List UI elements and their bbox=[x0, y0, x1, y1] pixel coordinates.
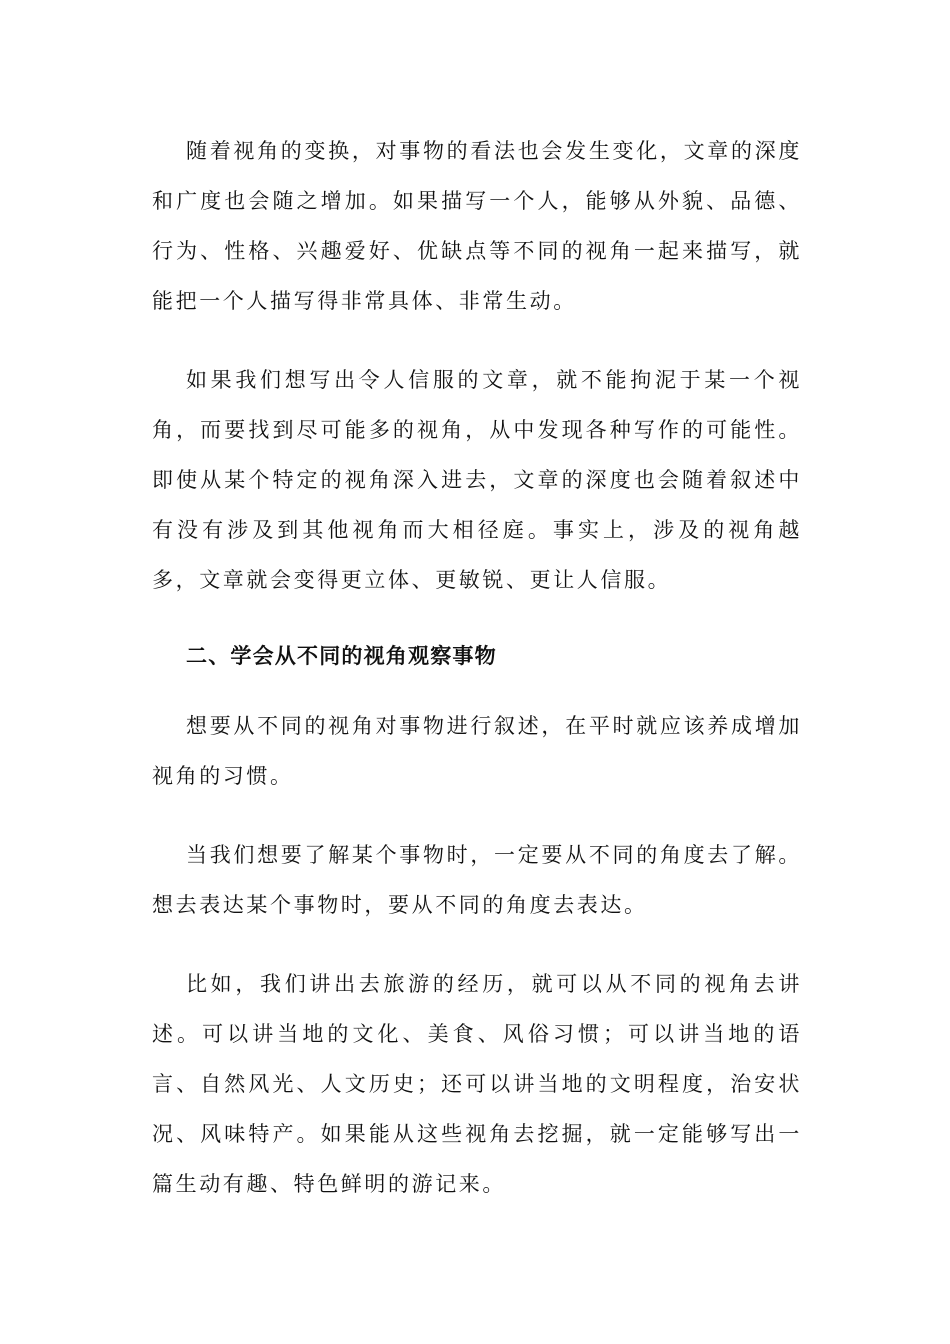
document-body bbox=[152, 126, 802, 1238]
paragraph-understand-express: 当我们想要了解某个事物时，一定要从不同的角度去了解。想去表达某个事物时，要从不同的角度去表达。 bbox=[152, 843, 802, 917]
paragraph-habit: 想要从不同的视角对事物进行叙述，在平时就应该养成增加视角的习惯。 bbox=[152, 714, 802, 788]
section-heading: 二、学会从不同的视角观察事物 bbox=[186, 644, 497, 668]
paragraph-convincing-writing: 如果我们想写出令人信服的文章，就不能拘泥于某一个视角，而要找到尽可能多的视角，从中发现各种写作的可能性。即使从某个特定的视角深入进去，文章的深度也会随着叙述中有没有涉及到其他视角而大相径庭。事实上，涉及的视角越多，文章就会变得更立体、更敏锐、更让人信服。 bbox=[152, 368, 802, 592]
paragraph-travel-example: 比如，我们讲出去旅游的经历，就可以从不同的视角去讲述。可以讲当地的文化、美食、风俗习惯；可以讲当地的语言、自然风光、人文历史；还可以讲当地的文明程度，治安状况、风味特产。如果能从这些视角去挖掘，就一定能够写出一篇生动有趣、特色鲜明的游记来。 bbox=[152, 972, 802, 1196]
paragraph-perspective-change: 随着视角的变换，对事物的看法也会发生变化，文章的深度和广度也会随之增加。如果描写一个人，能够从外貌、品德、行为、性格、兴趣爱好、优缺点等不同的视角一起来描写，就能把一个人描写得非常具体、非常生动。 bbox=[152, 139, 802, 313]
